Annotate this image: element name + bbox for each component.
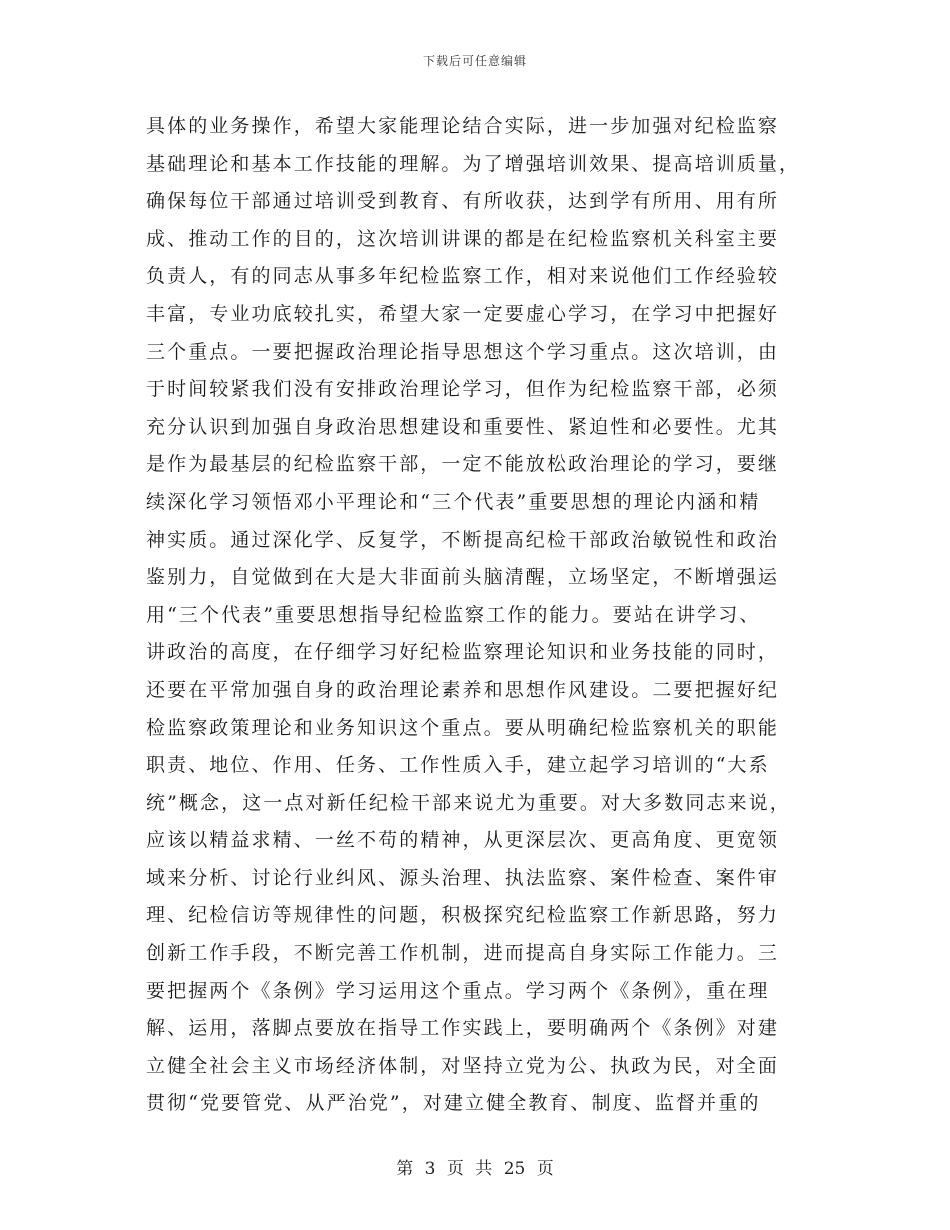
text-line: 丰富，专业功底较扎实，希望大家一定要虚心学习，在学习中把握好 <box>146 302 780 325</box>
text-line: 成、推动工作的目的，这次培训讲课的都是在纪检监察机关科室主要 <box>146 227 780 250</box>
text-line: 解、运用，落脚点要放在指导工作实践上，要明确两个《条例》对建 <box>146 1017 780 1040</box>
text-line: 充分认识到加强自身政治思想建设和重要性、紧迫性和必要性。尤其 <box>146 415 780 438</box>
text-line: 立健全社会主义市场经济体制，对坚持立党为公、执政为民，对全面 <box>146 1054 780 1077</box>
text-line: 讲政治的高度，在仔细学习好纪检监察理论知识和业务技能的同时， <box>146 641 780 664</box>
text-line: 确保每位干部通过培训受到教育、有所收获，达到学有所用、用有所 <box>146 190 780 213</box>
text-line: 三个重点。一要把握政治理论指导思想这个学习重点。这次培训，由 <box>146 340 780 363</box>
text-line: 创新工作手段，不断完善工作机制，进而提高自身实际工作能力。三 <box>146 942 780 965</box>
text-line: 鉴别力，自觉做到在大是大非面前头脑清醒，立场坚定，不断增强运 <box>146 566 780 589</box>
page-header: 下载后可任意编辑 <box>422 54 527 68</box>
text-line: 理、纪检信访等规律性的问题，积极探究纪检监察工作新思路，努力 <box>146 904 780 927</box>
text-line: 检监察政策理论和业务知识这个重点。要从明确纪检监察机关的职能 <box>146 716 780 739</box>
text-line: 具体的业务操作，希望大家能理论结合实际，进一步加强对纪检监察 <box>146 115 780 137</box>
text-line: 应该以精益求精、一丝不苟的精神，从更深层次、更高角度、更宽领 <box>146 829 780 852</box>
text-line: 用“三个代表”重要思想指导纪检监察工作的能力。要站在讲学习、 <box>146 603 761 626</box>
text-line: 域来分析、讨论行业纠风、源头治理、执法监察、案件检查、案件审 <box>146 866 780 889</box>
text-line: 于时间较紧我们没有安排政治理论学习，但作为纪检监察干部，必须 <box>146 378 780 401</box>
body-text <box>146 108 806 1123</box>
text-line: 职责、地位、作用、任务、工作性质入手，建立起学习培训的“大系 <box>146 754 770 777</box>
text-line: 负责人，有的同志从事多年纪检监察工作，相对来说他们工作经验较 <box>146 265 780 288</box>
text-line: 统”概念，这一点对新任纪检干部来说尤为重要。对大多数同志来说， <box>146 791 791 814</box>
text-line: 神实质。通过深化学、反复学，不断提高纪检干部政治敏锐性和政治 <box>146 528 780 551</box>
page-number: 第 3 页 共 25 页 <box>396 1159 554 1179</box>
text-line: 是作为最基层的纪检监察干部，一定不能放松政治理论的学习，要继 <box>146 453 780 476</box>
text-line: 基础理论和基本工作技能的理解。为了增强培训效果、提高培训质量， <box>146 152 801 175</box>
text-line: 续深化学习领悟邓小平理论和“三个代表”重要思想的理论内涵和精 <box>146 490 761 513</box>
text-line: 要把握两个《条例》学习运用这个重点。学习两个《条例》，重在理 <box>146 979 770 1002</box>
text-line: 还要在平常加强自身的政治理论素养和思想作风建设。二要把握好纪 <box>146 678 780 701</box>
text-line: 贯彻“党要管党、从严治党”，对建立健全教育、制度、监督并重的 <box>146 1092 761 1115</box>
